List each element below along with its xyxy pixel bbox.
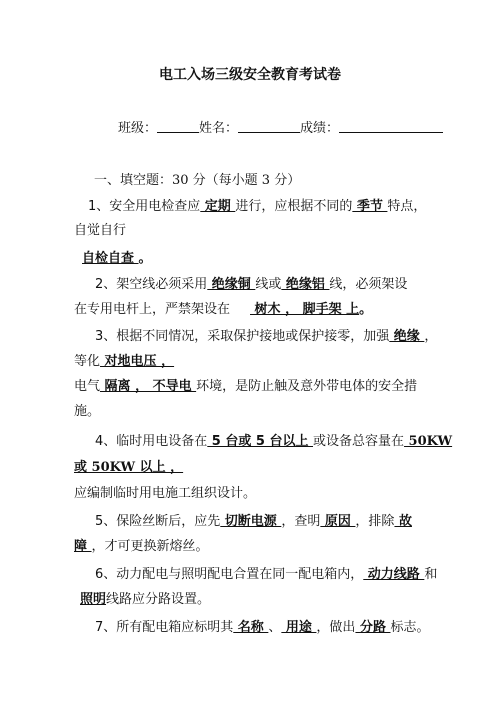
q3-answer-3: 隔离 ， 不导电 [100,379,197,394]
q4-text-a: 4、临时用电设备在 [95,434,208,449]
q1-text-c: 特点， [387,199,427,214]
q7-answer-2: 用途 [281,620,317,635]
q2-text-e: 。 [359,302,373,317]
q4-line2 [74,459,183,477]
q7-text-b: 、 [268,620,282,635]
q2-text-d: 在专用电杆上，严禁架设在 [74,302,231,317]
q6-line2 [80,591,210,609]
q2-answer-3: 树木 ， 脚手架 上 [250,302,360,317]
score-blank[interactable] [339,119,443,133]
q1-text-a: 1、安全用电检查应 [88,199,201,214]
q5-text-c: ，排除 [355,514,395,529]
q5-line1 [95,513,412,531]
q5-answer-1: 切断电源 [220,514,282,529]
q5-text-b: ，查明 [281,514,321,529]
q2-answer-2: 绝缘铝 [281,277,330,292]
q1-answer-2: 季节 [352,199,388,214]
q3-line3 [74,378,417,396]
q1-answer-3: 自检自查 [82,251,139,266]
q7-line1 [95,619,430,637]
q5-answer-2: 原因 [320,514,356,529]
name-blank[interactable] [238,119,300,133]
section1-heading: 一、填空题：30 分（每小题 3 分） [94,173,301,188]
q2-text-b: 线或 [255,277,282,292]
q1-text-e: 。 [138,251,152,266]
class-blank[interactable] [157,119,199,133]
q4-answer-1: 5 台或 5 台以上 [207,434,314,449]
q3-answer-2: 对地电压 ， [100,354,175,369]
q1-line2: 自觉自行 [74,223,127,238]
q3-line4: 施。 [74,404,101,419]
name-label: 姓名： [199,121,239,136]
q3-text-c: 等化 [74,354,101,369]
class-label: 班级： [118,121,158,136]
q5-answer-3: 故 [394,514,412,529]
q3-text-b: ， [424,329,438,344]
q1-line3 [82,250,152,268]
q3-line2 [74,353,174,371]
q4-answer-2: 50KW [404,434,453,449]
q7-answer-1: 名称 [233,620,269,635]
q4-answer-3: 或 50KW 以上 ， [74,460,184,475]
q6-answer-2: 照明 [80,592,107,607]
q6-text-b: 和 [424,567,438,582]
q7-answer-3: 分路 [355,620,391,635]
q6-text-a: 6、动力配电与照明配电合置在同一配电箱内， [95,567,364,582]
q2-text-a: 2、架空线必须采用 [95,277,208,292]
q5-answer-4: 障 [74,539,92,554]
q6-line1 [95,566,437,584]
q2-line1 [95,276,407,294]
q7-text-d: 标志。 [390,620,430,635]
student-info-row [118,119,443,138]
q7-text-c: ，做出 [316,620,356,635]
q6-text-c: 线路应分路设置。 [106,592,211,607]
q3-text-d: 电气 [74,379,101,394]
score-label: 成绩： [300,121,340,136]
q4-text-b: 或设备总容量在 [313,434,405,449]
q2-line2 [74,301,372,319]
q4-line3: 应编制临时用电施工组织设计。 [74,486,257,501]
exam-title: 电工入场三级安全教育考试卷 [159,67,341,83]
q1-line1 [88,198,426,216]
q5-text-a: 5、保险丝断后，应先 [95,514,221,529]
q6-answer-1: 动力线路 [363,567,425,582]
q3-answer-1: 绝缘 [389,329,425,344]
q1-answer-1: 定期 [200,199,236,214]
q5-text-d: ，才可更换新熔丝。 [91,539,209,554]
q3-text-a: 3、根据不同情况，采取保护接地或保护接零，加强 [95,329,390,344]
q3-text-e: 环境，是防止触及意外带电体的安全措 [196,379,418,394]
q4-line1 [95,433,452,451]
q7-text-a: 7、所有配电箱应标明其 [95,620,234,635]
q1-text-b: 进行，应根据不同的 [235,199,353,214]
q3-line1 [95,328,437,346]
q5-line2 [74,538,209,556]
q2-text-c: 线，必须架设 [329,277,408,292]
q2-answer-1: 绝缘铜 [207,277,256,292]
